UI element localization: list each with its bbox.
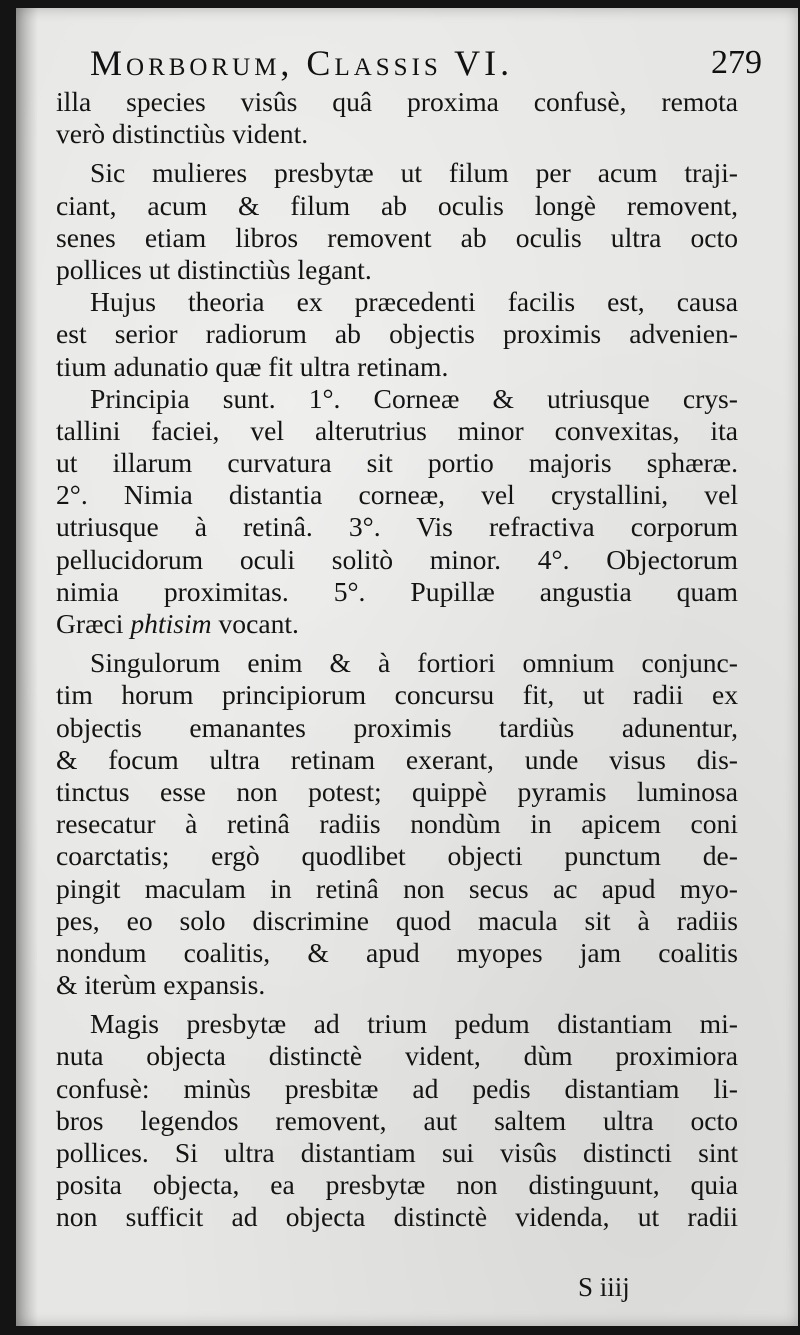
text-line: Singulorum enim & à fortiori omnium conjunc- [90, 647, 738, 679]
text-line: objectis emanantes proximis tardiùs adunentur, [56, 711, 738, 743]
text-line: resecatur à retinâ radiis nondùm in apicem coni [56, 808, 738, 840]
text-line: coarctatis; ergò quodlibet objecti punctum de- [56, 840, 738, 872]
text-line: pollices. Si ultra distantiam sui visûs distincti sint [56, 1137, 738, 1168]
text-line: Sic mulieres presbytæ ut filum per acum traji- [90, 157, 738, 189]
text-line: ciant, acum & filum ab oculis longè removent, [56, 189, 738, 221]
text-line: tinctus esse non potest; quippè pyramis luminosa [56, 775, 738, 807]
text-line: nondum coalitis, & apud myopes jam coalitis [56, 936, 738, 968]
body-text [56, 86, 738, 1234]
text-line: senes etiam libros removent ab oculis ultra octo [56, 221, 738, 253]
page-number: 279 [711, 44, 762, 81]
text-line: confusè: minùs presbitæ ad pedis distantiam li- [56, 1072, 738, 1104]
spine-shadow [16, 8, 38, 1326]
text-line: utriusque à retinâ. 3°. Vis refractiva corporum [56, 511, 738, 543]
text-line: bros legendos removent, aut saltem ultra octo [56, 1104, 738, 1136]
text-line: verò distinctiùs vident. [56, 118, 309, 150]
text-line: nuta objecta distinctè vident, dùm proximiora [56, 1040, 738, 1072]
text-line: posita objecta, ea presbytæ non distinguunt, quia [56, 1169, 738, 1201]
text-line: illa species visûs quâ proxima confusè, remota [56, 86, 738, 117]
text-line: Magis presbytæ ad trium pedum distantiam mi- [90, 1008, 738, 1040]
text-line: pes, eo solo discrimine quod macula sit à radiis [56, 904, 738, 936]
running-title: Morborum, Classis VI. [90, 43, 514, 83]
text-line: pollices ut distinctiùs legant. [56, 253, 372, 285]
text-line: nimia proximitas. 5°. Pupillæ angustia quam [56, 575, 738, 607]
text-line: Principia sunt. 1°. Corneæ & utriusque crys- [90, 382, 738, 414]
text-line: Græci phtisim vocant. [56, 608, 299, 639]
signature-mark: S iiij [578, 1272, 630, 1302]
italic-term: phtisim [130, 608, 212, 639]
text-line: tallini faciei, vel alterutrius minor convexitas, ita [56, 414, 738, 446]
text-line: pingit maculam in retinâ non secus ac apud myo- [56, 872, 738, 904]
text-line: ut illarum curvatura sit portio majoris sphæræ. [56, 447, 738, 479]
text-line: & focum ultra retinam exerant, unde visus dis- [56, 743, 738, 775]
text-line: non sufficit ad objecta distinctè videnda, ut radii [56, 1201, 738, 1233]
text-line: pellucidorum oculi solitò minor. 4°. Objectorum [56, 543, 738, 575]
text-line: Hujus theoria ex præcedenti facilis est, causa [90, 286, 738, 318]
text-line: tim horum principiorum concursu fit, ut radii ex [56, 679, 738, 711]
text-line: est serior radiorum ab objectis proximis advenien- [56, 318, 738, 350]
running-head [90, 38, 770, 88]
text-line: 2°. Nimia distantia corneæ, vel crystallini, vel [56, 479, 738, 511]
text-line: & iterùm expansis. [56, 969, 266, 1001]
text-line: tium adunatio quæ fit ultra retinam. [56, 350, 449, 382]
